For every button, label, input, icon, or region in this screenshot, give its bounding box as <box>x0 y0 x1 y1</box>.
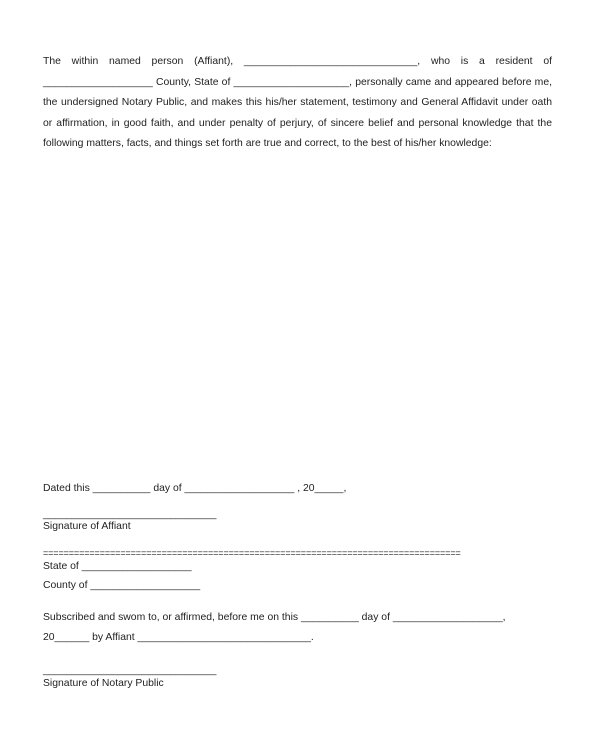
subscribed-line-2: 20______ by Affiant ______________________________. <box>43 632 314 643</box>
notary-signature-line: ______________________________ <box>43 665 217 676</box>
state-line: State of ___________________ <box>43 561 192 572</box>
notary-signature-label: Signature of Notary Public <box>43 678 164 689</box>
dated-line: Dated this __________ day of ___________________ , 20_____, <box>43 483 347 494</box>
subscribed-line-1: Subscribed and swom to, or affirmed, before me on this __________ day of ___________________, <box>43 612 506 623</box>
affiant-signature-line: ______________________________ <box>43 509 217 520</box>
affidavit-body-paragraph: The within named person (Affiant), ______________________________, who is a resident of ___________________ County, State of ____________________, personally came and appeared before me, the undersigned Notary Public, and makes this his/her statement, testimony and General Affidavit under oath or affirmation, in good faith, and under penalty of perjury, of sincere belief and personal knowledge that the following matters, facts, and things set forth are true and correct, to the best of his/her knowledge: <box>43 56 552 150</box>
section-separator: ================================================================================= <box>43 548 461 558</box>
affiant-signature-label: Signature of Affiant <box>43 521 131 532</box>
county-line: County of ___________________ <box>43 580 201 591</box>
